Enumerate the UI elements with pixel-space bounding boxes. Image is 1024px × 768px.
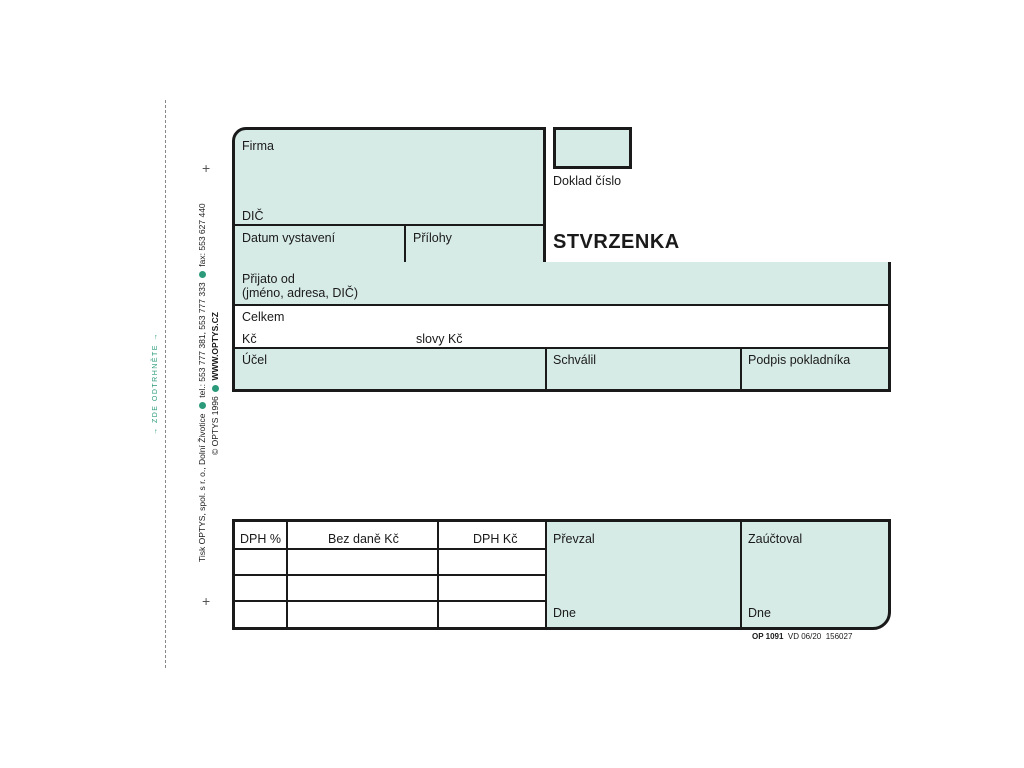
crosshair-mark-bottom: + [202,593,211,609]
kc-label: Kč [242,332,257,346]
divider [235,574,545,576]
prevzal-dne-label: Dne [553,606,576,620]
firma-label: Firma [242,139,274,153]
divider [740,349,742,389]
ucel-row [235,349,888,389]
ucel-label: Účel [242,353,268,367]
prijato-od-field[interactable] [235,262,888,304]
prijato-label: Přijato od [242,272,295,286]
dot-icon [199,402,206,409]
divider [235,600,545,602]
cut-line [165,100,166,668]
slovy-kc-label: slovy Kč [416,332,463,346]
zauctoval-label: Zaúčtoval [748,532,803,546]
divider [437,522,439,627]
doklad-label: Doklad číslo [553,174,622,188]
printer-info: Tisk OPTYS, spol. s r. o., Dolní Životice tel.: 553 777 381, 553 777 333 fax: 553 627 440 [197,203,207,562]
divider [235,224,543,226]
podpis-pokladnika-label: Podpis pokladníka [748,353,851,367]
form-code: OP 1091 VD 06/20 156027 [752,632,853,641]
celkem-field[interactable] [235,306,888,347]
celkem-label: Celkem [242,310,285,324]
dot-icon [199,271,206,278]
prevzal-label: Převzal [553,532,595,546]
cut-here-text: → ZDE ODTRHNĚTE → [152,332,159,435]
printer-copyright: © OPTYS 1996 WWW.OPTYS.CZ [210,312,220,455]
crosshair-mark-top: + [202,160,211,176]
schvalil-label: Schválil [553,353,597,367]
divider [286,522,288,627]
divider [545,349,547,389]
bottom-block [232,519,891,630]
zauctoval-dne-label: Dne [748,606,771,620]
divider [235,548,545,550]
datum-label: Datum vystavení [242,231,336,245]
dot-icon [212,385,219,392]
form-title: STVRZENKA [553,231,680,253]
divider [740,522,742,627]
dic-label: DIČ [242,209,264,223]
firma-block [232,127,546,268]
main-band [232,262,891,392]
divider [545,522,547,627]
dph-kc-header: DPH Kč [473,532,518,546]
dph-percent-header: DPH % [240,532,281,546]
divider [404,224,406,265]
doklad-number-field[interactable] [553,127,632,169]
prijato-sublabel: (jméno, adresa, DIČ) [242,286,359,300]
prilohy-label: Přílohy [413,231,452,245]
bez-dane-header: Bez daně Kč [328,532,399,546]
